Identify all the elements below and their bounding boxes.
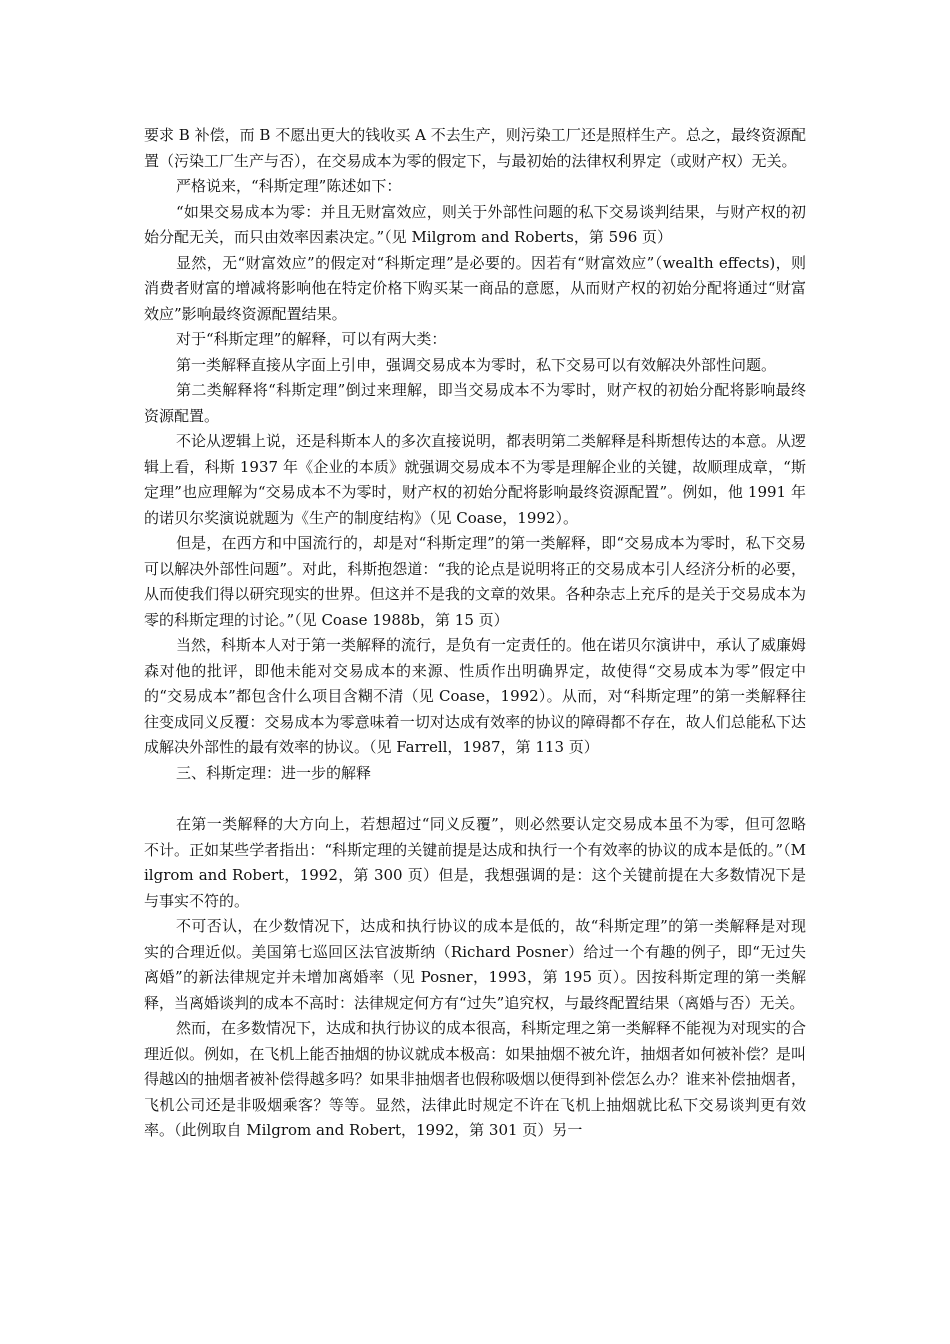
section-gap: [144, 786, 806, 812]
paragraph-7: 第二类解释将“科斯定理”倒过来理解，即当交易成本不为零时，财产权的初始分配将影响最终资源配置。: [144, 381, 806, 425]
paragraph-3: “如果交易成本为零：并且无财富效应，则关于外部性问题的私下交易谈判结果，与财产权的初始分配无关，而只由效率因素决定。”（见 Milgrom and Roberts，第 596 页）: [144, 202, 806, 246]
paragraph-13: 然而，在多数情况下，达成和执行协议的成本很高，科斯定理之第一类解释不能视为对现实的合理近似。例如，在飞机上能否抽烟的协议就成本极高：如果抽烟不被允许，抽烟者如何被补偿？是叫得越凶的抽烟者被补偿得越多吗？如果非抽烟者也假称吸烟以便得到补偿怎么办？谁来补偿抽烟者，飞机公司还是非吸烟乘客？等等。显然，法律此时规定不许在飞机上抽烟就比私下交易谈判更有效率。（此例取自 Milgrom and Robert，1992，第 301 页）另一: [144, 1019, 807, 1139]
paragraph-2: 严格说来，“科斯定理”陈述如下：: [176, 177, 402, 195]
paragraph-12: 不可否认，在少数情况下，达成和执行协议的成本是低的，故“科斯定理”的第一类解释是对现实的合理近似。美国第七巡回区法官波斯纳（Richard Posner）给过一个有趣的例子，即“无过失离婚”的新法律规定并未增加离婚率（见 Posner，1993，第 195 页）。因按科斯定理的第一类解释，当离婚谈判的成本不高时：法律规定何方有“过失”追究权，与最终配置结果（离婚与否）无关。: [144, 917, 806, 1012]
paragraph-5: 对于“科斯定理”的解释，可以有两大类：: [176, 330, 447, 348]
section-heading: 三、科斯定理：进一步的解释: [176, 763, 372, 782]
paragraph-6: 第一类解释直接从字面上引申，强调交易成本为零时，私下交易可以有效解决外部性问题。: [176, 355, 777, 374]
paragraph-1: 要求 B 补偿，而 B 不愿出更大的钱收买 A 不去生产，则污染工厂还是照样生产。总之，最终资源配置（污染工厂生产与否），在交易成本为零的假定下，与最初始的法律权利界定（或财产权）无关。: [144, 126, 806, 170]
document-body: [144, 123, 806, 1144]
paragraph-10: 当然，科斯本人对于第一类解释的流行，是负有一定责任的。他在诺贝尔演讲中，承认了威廉姆森对他的批评，即他未能对交易成本的来源、性质作出明确界定，故使得“交易成本为零”假定中的“交易成本”都包含什么项目含糊不清（见 Coase，1992）。从而，对“科斯定理”的第一类解释往往变成同义反覆：交易成本为零意味着一切对达成有效率的协议的障碍都不存在，故人们总能私下达成解决外部性的最有效率的协议。（见 Farrell，1987，第 113 页）: [144, 636, 807, 756]
paragraph-4: 显然，无“财富效应”的假定对“科斯定理”是必要的。因若有“财富效应”（wealth effects)，则消费者财富的增减将影响他在特定价格下购买某一商品的意愿，从而财产权的初始分配将通过“财富效应”影响最终资源配置结果。: [144, 253, 806, 323]
paragraph-8: 不论从逻辑上说，还是科斯本人的多次直接说明，都表明第二类解释是科斯想传达的本意。从逻辑上看，科斯 1937 年《企业的本质》就强调交易成本不为零是理解企业的关键，故顺理成章，“斯定理”也应理解为“交易成本不为零时，财产权的初始分配将影响最终资源配置”。例如，他 1991 年的诺贝尔奖演说就题为《生产的制度结构》（见 Coase，1992）。: [144, 432, 807, 527]
paragraph-11: 在第一类解释的大方向上，若想超过“同义反覆”，则必然要认定交易成本虽不为零，但可忽略不计。正如某些学者指出：“科斯定理的关键前提是达成和执行一个有效率的协议的成本是低的。”（Milgrom and Robert，1992，第 300 页）但是，我想强调的是：这个关键前提在大多数情况下是与事实不符的。: [144, 815, 806, 910]
paragraph-9: 但是，在西方和中国流行的，却是对“科斯定理”的第一类解释，即“交易成本为零时，私下交易可以解决外部性问题”。对此，科斯抱怨道：“我的论点是说明将正的交易成本引人经济分析的必要，从而使我们得以研究现实的世界。但这并不是我的文章的效果。各种杂志上充斥的是关于交易成本为零的科斯定理的讨论。”（见 Coase 1988b，第 15 页）: [144, 534, 806, 629]
